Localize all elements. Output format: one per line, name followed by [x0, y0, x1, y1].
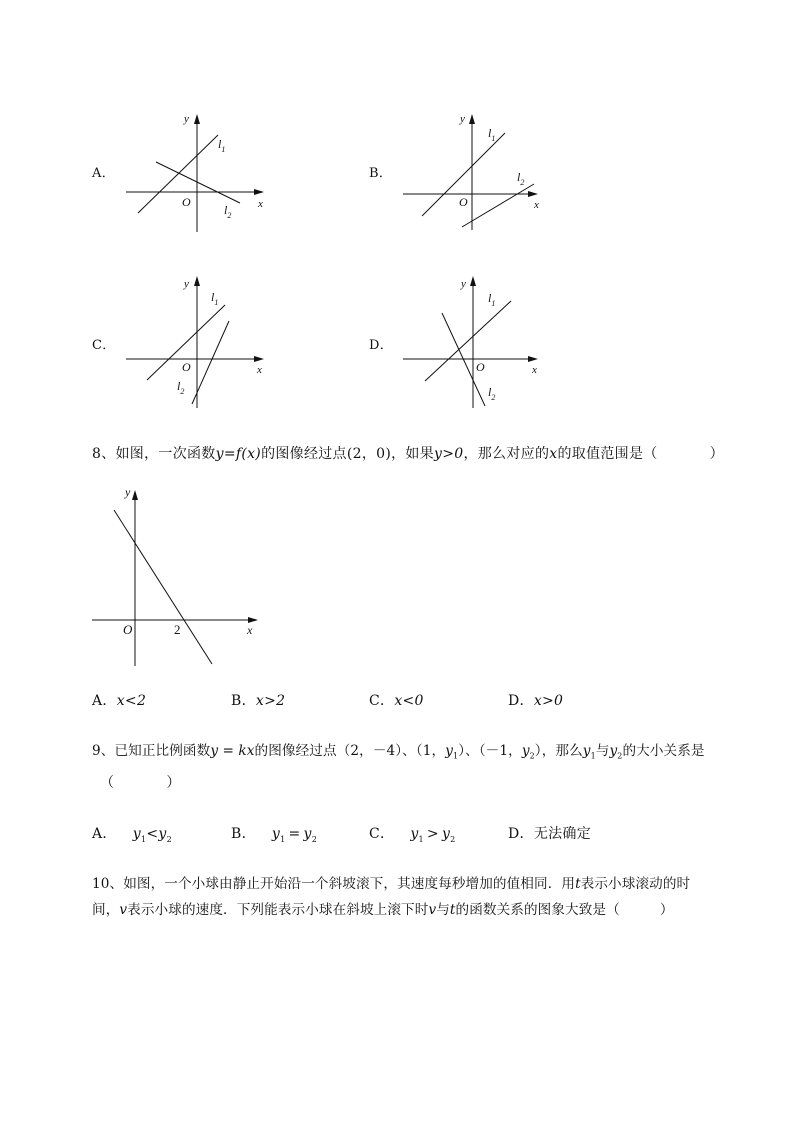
q9-option-c: C． $y_1 > y_2$ — [369, 826, 456, 844]
x-axis-arrow — [254, 189, 264, 195]
y-axis-arrow — [469, 114, 475, 124]
q8-stem: 8、如图，一次函数y=f(x)的图像经过点(2，0)，如果y>0，那么对应的x的取值范围是（ ） — [92, 446, 724, 462]
q8-option-d: D．x>0 — [508, 693, 564, 709]
y-axis-arrow — [132, 490, 138, 500]
y-label: y — [460, 113, 465, 125]
l2-label: $l_2$ — [177, 379, 185, 396]
y-axis-arrow — [470, 276, 476, 286]
x-axis-arrow — [528, 191, 538, 197]
x-label: x — [258, 198, 263, 210]
q7-option-b-graph — [395, 110, 555, 240]
q7-option-c-graph — [118, 272, 278, 412]
y-label: y — [184, 113, 189, 125]
q8-function: y=f(x) — [215, 446, 262, 462]
q7-option-d-label: D． — [369, 338, 394, 353]
origin-label: O — [476, 360, 485, 374]
y-label: y — [184, 278, 189, 290]
q8-option-a: A．x<2 — [92, 693, 147, 709]
y-axis-arrow — [194, 114, 200, 124]
q10-stem-line2: 间，v表示小球的速度．下列能表示小球在斜坡上滚下时v与t的函数关系的图象大致是（ ） — [92, 902, 674, 918]
q9-function: y = kx — [210, 743, 255, 759]
q8-option-b: B．x>2 — [231, 693, 286, 709]
x-label: x — [534, 199, 539, 211]
y-axis-arrow — [194, 276, 200, 286]
x-axis-arrow — [528, 356, 538, 362]
l1-label: $l_1$ — [211, 290, 219, 307]
l2-label: $l_2$ — [517, 170, 525, 187]
x-intercept-label: 2 — [174, 622, 181, 637]
x-label: x — [247, 623, 253, 637]
x-axis-arrow — [254, 356, 264, 362]
l2-label: $l_2$ — [488, 385, 496, 402]
x-label: x — [532, 364, 537, 376]
q8-option-c: C．x<0 — [369, 693, 424, 709]
line-l2 — [192, 321, 229, 404]
origin-label: O — [182, 195, 191, 209]
q7-option-c-label: C． — [92, 338, 116, 353]
origin-label: O — [123, 622, 133, 637]
l1-label: $l_1$ — [488, 291, 496, 308]
q9-option-b: B． $y_1 = y_2$ — [231, 826, 318, 844]
q10-stem-line1: 10、如图，一个小球由静止开始沿一个斜坡滚下，其速度每秒增加的值相同．用t表示小球滚动的时 — [92, 876, 691, 892]
y-label: y — [125, 485, 131, 499]
origin-label: O — [182, 360, 191, 374]
l1-label: $l_1$ — [218, 137, 226, 154]
q8-condition: y>0 — [434, 446, 464, 462]
l2-label: $l_2$ — [224, 203, 232, 220]
q7-option-a-graph — [118, 110, 278, 240]
q7-option-a-label: A． — [92, 166, 115, 181]
q9-answer-bracket: （ ） — [100, 775, 181, 791]
q7-option-b-label: B． — [369, 166, 393, 181]
q7-option-d-graph — [395, 272, 555, 412]
q8-graph — [90, 484, 265, 669]
function-line — [114, 510, 212, 664]
l1-label: $l_1$ — [488, 126, 496, 143]
origin-label: O — [459, 195, 468, 209]
q9-option-d: D．无法确定 — [508, 826, 592, 842]
q9-option-a: A． $y_1<y_2$ — [92, 826, 172, 844]
line-l1 — [138, 135, 218, 213]
y-label: y — [461, 278, 466, 290]
line-l2 — [462, 184, 534, 227]
q9-stem: 9、已知正比例函数y = kx的图像经过点（2，－4）、（1，$y_1$）、（－1，$y_2$），那么$y_1$与$y_2$的大小关系是 — [92, 743, 705, 761]
x-label: x — [257, 364, 262, 376]
